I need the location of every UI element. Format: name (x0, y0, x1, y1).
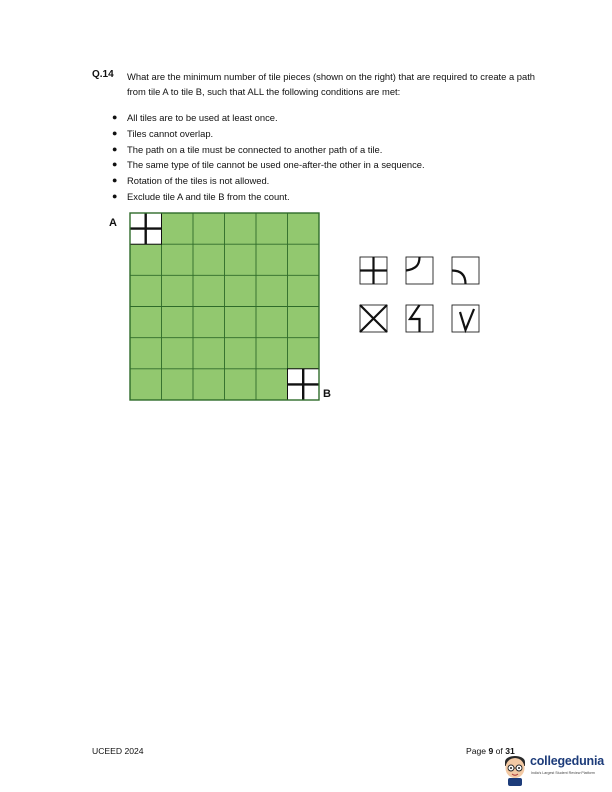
condition-item (112, 189, 425, 205)
bullet-icon: ● (112, 127, 118, 138)
question-text: What are the minimum number of tile pieces (shown on the right) that are required to create a path from tile A to tile B, such that ALL the following conditions are met: (127, 71, 536, 97)
tile-piece-cross (360, 257, 387, 284)
page-of: of (493, 746, 506, 756)
tile-piece-x-diagonal (360, 305, 387, 332)
logo-wordmark: collegedunia (530, 754, 605, 768)
tile-piece-v-shape (452, 305, 479, 332)
tile-a-label: A (109, 217, 117, 229)
condition-text: Exclude tile A and tile B from the count. (127, 190, 290, 202)
bullet-icon: ● (112, 143, 118, 154)
tile-pieces (356, 253, 488, 339)
tile-a-cross (130, 213, 162, 244)
condition-item (112, 110, 425, 126)
tile-b-label: B (323, 388, 331, 400)
tile-piece-z-shape (406, 305, 433, 332)
condition-text: Tiles cannot overlap. (127, 127, 214, 139)
bullet-icon: ● (112, 112, 118, 122)
condition-text: Rotation of the tiles is not allowed. (127, 175, 270, 187)
conditions-list (112, 110, 425, 205)
logo-tagline: India's Largest Student Review Platform (531, 771, 595, 775)
condition-item (112, 173, 425, 189)
tile-b-cross (288, 369, 320, 400)
condition-item (112, 157, 425, 173)
bullet-icon: ● (112, 159, 118, 170)
condition-text: All tiles are to be used at least once. (127, 112, 278, 123)
condition-text: The same type of tile cannot be used one-after-the other in a sequence. (127, 159, 425, 171)
page-total: 31 (505, 746, 515, 756)
bullet-icon: ● (112, 175, 118, 186)
condition-item (112, 126, 425, 142)
condition-item (112, 142, 425, 158)
question-number: Q.14 (92, 69, 114, 80)
mascot-icon (502, 750, 528, 786)
condition-text: The path on a tile must be connected to another path of a tile. (127, 143, 383, 155)
tile-piece-quarter-arc-right-bottom (452, 257, 479, 284)
tile-grid (128, 211, 322, 403)
collegedunia-logo (500, 748, 610, 788)
page-prefix: Page (466, 746, 489, 756)
page-current: 9 (488, 746, 494, 756)
footer-exam-name: UCEED 2024 (92, 746, 144, 756)
tile-piece-quarter-arc-left-bottom (406, 257, 433, 284)
bullet-icon: ● (112, 190, 118, 201)
